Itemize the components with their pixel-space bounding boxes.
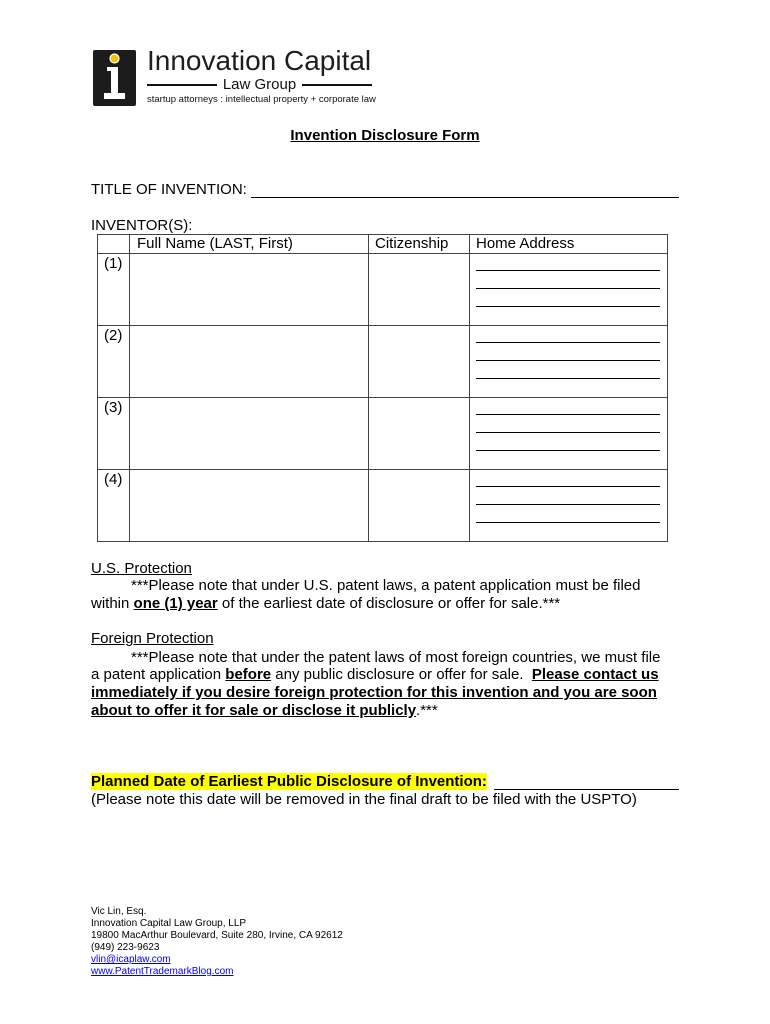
inventor-1-full-name-cell[interactable] <box>130 254 369 326</box>
inventor-3-address-line-1[interactable] <box>476 400 660 415</box>
us-protection-deadline: one (1) year <box>133 595 218 612</box>
inventor-1-address-line-2[interactable] <box>476 274 660 289</box>
inventor-1-address-line-3[interactable] <box>476 292 660 307</box>
firm-tagline: startup attorneys : intellectual property + corporate law <box>147 94 376 105</box>
foreign-protection-line-3: immediately if you desire foreign protection for this invention and you are soon <box>91 684 657 701</box>
inventor-2-number: (2) <box>98 326 130 398</box>
column-header-home-address: Home Address <box>470 235 668 254</box>
inventor-1-home-address-cell <box>470 254 668 326</box>
firm-subname: Law Group <box>222 76 297 93</box>
inventor-3-number: (3) <box>98 398 130 470</box>
form-title: Invention Disclosure Form <box>290 127 480 144</box>
planned-disclosure-label: Planned Date of Earliest Public Disclosure of Invention: <box>91 773 487 790</box>
footer-phone: (949) 223-9623 <box>91 942 160 953</box>
divider-right <box>302 84 372 86</box>
foreign-protection-line-1: ***Please note that under the patent laws of most foreign countries, we must file <box>131 649 661 666</box>
us-protection-text: within <box>91 595 134 612</box>
inventor-1-address-line-1[interactable] <box>476 256 660 271</box>
inventor-4-address-line-2[interactable] <box>476 490 660 505</box>
foreign-protection-emphasis: Please contact us <box>531 666 659 683</box>
firm-subname-row <box>147 76 372 94</box>
foreign-protection-emphasis: about to offer it for sale or disclose it publicly <box>91 702 417 719</box>
inventor-2-address-line-2[interactable] <box>476 346 660 361</box>
footer-attorney: Vic Lin, Esq. <box>91 906 147 917</box>
inventor-4-home-address-cell <box>470 470 668 542</box>
inventor-2-citizenship-cell[interactable] <box>369 326 470 398</box>
inventor-3-citizenship-cell[interactable] <box>369 398 470 470</box>
inventor-2-home-address-cell <box>470 326 668 398</box>
planned-disclosure-date-field[interactable] <box>494 773 679 790</box>
inventor-4-address-line-1[interactable] <box>476 472 660 487</box>
foreign-protection-heading: Foreign Protection <box>91 630 214 647</box>
footer-firm: Innovation Capital Law Group, LLP <box>91 918 247 929</box>
foreign-protection-line-4 <box>91 702 438 720</box>
us-protection-line-2 <box>91 595 560 613</box>
us-protection-heading: U.S. Protection <box>91 560 192 577</box>
footer-website-link[interactable]: www.PatentTrademarkBlog.com <box>91 966 234 977</box>
inventor-1-citizenship-cell[interactable] <box>369 254 470 326</box>
inventor-3-address-line-2[interactable] <box>476 418 660 433</box>
foreign-protection-line-2 <box>91 666 659 684</box>
column-header-number <box>98 235 130 254</box>
title-of-invention-field[interactable] <box>251 181 679 198</box>
footer-contact <box>91 906 343 978</box>
column-header-citizenship: Citizenship <box>369 235 470 254</box>
inventor-3-home-address-cell <box>470 398 668 470</box>
inventor-3-address-line-3[interactable] <box>476 436 660 451</box>
column-header-full-name: Full Name (LAST, First) <box>130 235 369 254</box>
planned-disclosure-label-row <box>91 773 487 791</box>
title-of-invention-label: TITLE OF INVENTION: <box>91 181 247 198</box>
inventor-4-citizenship-cell[interactable] <box>369 470 470 542</box>
footer-address: 19800 MacArthur Boulevard, Suite 280, Irvine, CA 92612 <box>91 930 343 941</box>
inventor-4-full-name-cell[interactable] <box>130 470 369 542</box>
inventor-4-number: (4) <box>98 470 130 542</box>
footer-email-link[interactable]: vlin@icaplaw.com <box>91 954 171 965</box>
firm-name: Innovation Capital <box>147 45 372 76</box>
us-protection-text: of the earliest date of disclosure or offer for sale.*** <box>217 595 561 612</box>
inventors-label: INVENTOR(S): <box>91 217 193 234</box>
inventor-1-number: (1) <box>98 254 130 326</box>
inventor-3-full-name-cell[interactable] <box>130 398 369 470</box>
inventor-2-full-name-cell[interactable] <box>130 326 369 398</box>
inventor-2-address-line-3[interactable] <box>476 364 660 379</box>
foreign-protection-text: any public disclosure or offer for sale. <box>271 666 532 683</box>
inventor-4-address-line-3[interactable] <box>476 508 660 523</box>
foreign-protection-emphasis: before <box>225 666 272 683</box>
divider-left <box>147 84 217 86</box>
inventor-2-address-line-1[interactable] <box>476 328 660 343</box>
lightbulb-i-icon <box>93 50 136 106</box>
us-protection-line-1: ***Please note that under U.S. patent laws, a patent application must be filed <box>131 577 641 594</box>
foreign-protection-text: a patent application <box>91 666 226 683</box>
foreign-protection-text: .*** <box>416 702 438 719</box>
inventors-table <box>97 234 668 542</box>
planned-disclosure-note: (Please note this date will be removed in the final draft to be filed with the USPTO) <box>91 791 637 808</box>
